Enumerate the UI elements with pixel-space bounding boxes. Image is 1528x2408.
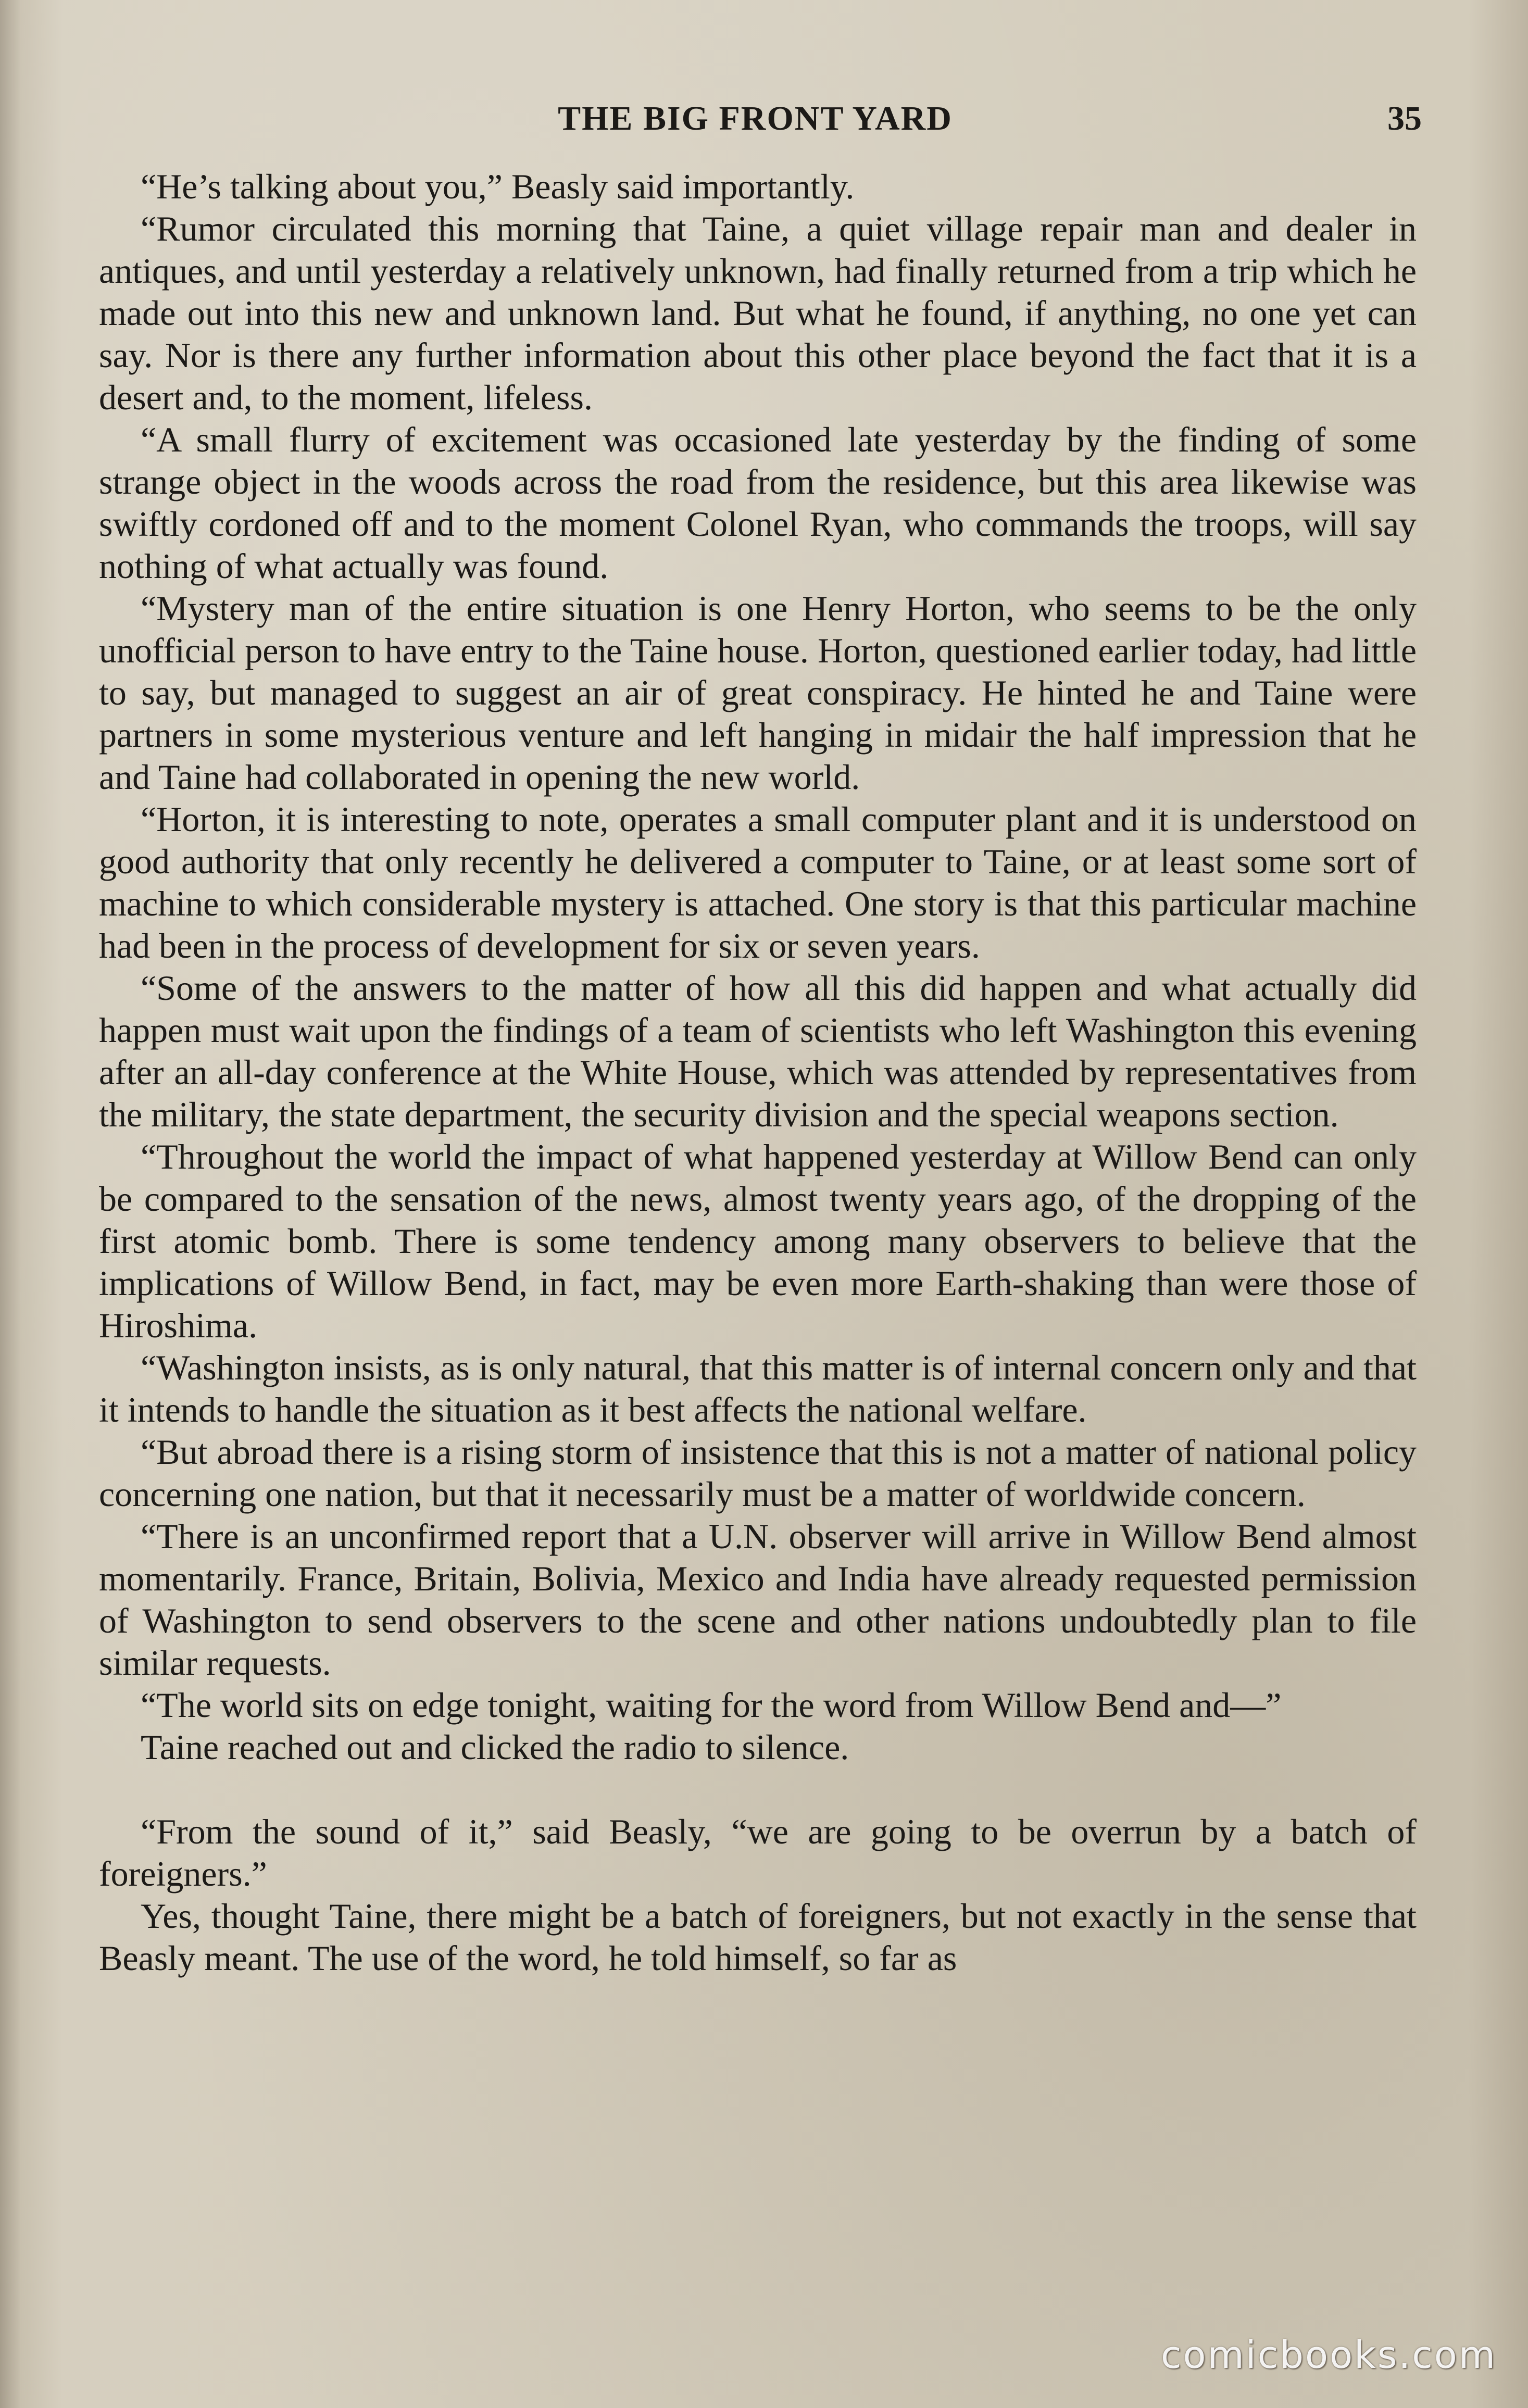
- running-title: THE BIG FRONT YARD: [558, 99, 953, 137]
- paragraph: Taine reached out and clicked the radio to silence.: [141, 1727, 849, 1767]
- page-number: 35: [1387, 99, 1422, 137]
- watermark: comicbooks.com: [1160, 2333, 1497, 2377]
- paragraph: “Some of the answers to the matter of how all this did happen and what actually did happen must wait upon the findings of a team of scientists who left Washington this evening after an all-day conference at the White House, which was attended by representatives from the military, the state department, the security division and the special weapons section.: [99, 968, 1417, 1134]
- paragraph: “There is an unconfirmed report that a U.N. observer will arrive in Willow Bend almost momentarily. France, Britain, Bolivia, Mexico and India have already requested permission of Washington to send observers to the scene and other nations undoubtedly plan to file similar requests.: [99, 1516, 1417, 1683]
- paragraph: “Rumor circulated this morning that Taine, a quiet village repair man and dealer in antiques, and until yesterday a relatively unknown, had finally returned from a trip which he made out into this new and unknown land. But what he found, if anything, no one yet can say. Nor is there any further information about this other place beyond the fact that it is a desert and, to the moment, lifeless.: [99, 209, 1417, 417]
- paragraph: “A small flurry of excitement was occasioned late yesterday by the finding of some strange object in the woods across the road from the residence, but this area likewise was swiftly cordoned off and to the moment Colonel Ryan, who commands the troops, will say nothing of what actually was found.: [99, 420, 1417, 586]
- paragraph: “Throughout the world the impact of what happened yesterday at Willow Bend can only be compared to the sensation of the news, almost twenty years ago, of the dropping of the first atomic bomb. There is some tendency among many observers to believe that the implications of Willow Bend, in fact, may be even more Earth-shaking than were those of Hiroshima.: [99, 1137, 1417, 1345]
- page-header: [99, 99, 1422, 151]
- paragraph: “The world sits on edge tonight, waiting for the word from Willow Bend and—”: [141, 1685, 1282, 1725]
- paragraph: “Horton, it is interesting to note, operates a small computer plant and it is understood on good authority that only recently he delivered a computer to Taine, or at least some sort of machine to which considerable mystery is attached. One story is that this particular machine had been in the process of development for six or seven years.: [99, 799, 1417, 965]
- paragraph: “Washington insists, as is only natural, that this matter is of internal concern only and that it intends to handle the situation as it best affects the national welfare.: [99, 1348, 1417, 1429]
- paragraph: “He’s talking about you,” Beasly said importantly.: [141, 167, 855, 206]
- paragraph: “But abroad there is a rising storm of insistence that this is not a matter of national policy concerning one nation, but that it necessarily must be a matter of worldwide concern.: [99, 1432, 1417, 1514]
- paragraph: “Mystery man of the entire situation is one Henry Horton, who seems to be the only unofficial person to have entry to the Taine house. Horton, questioned earlier today, had little to say, but managed to suggest an air of great conspiracy. He hinted he and Taine were partners in some mysterious venture and left hanging in midair the half impression that he and Taine had collaborated in opening the new world.: [99, 588, 1417, 797]
- paragraph: Yes, thought Taine, there might be a batch of foreigners, but not exactly in the sense that Beasly meant. The use of the word, he told himself, so far as: [99, 1896, 1417, 1978]
- body-text: [99, 166, 1417, 1979]
- paragraph: “From the sound of it,” said Beasly, “we are going to be overrun by a batch of foreigners.”: [99, 1812, 1417, 1893]
